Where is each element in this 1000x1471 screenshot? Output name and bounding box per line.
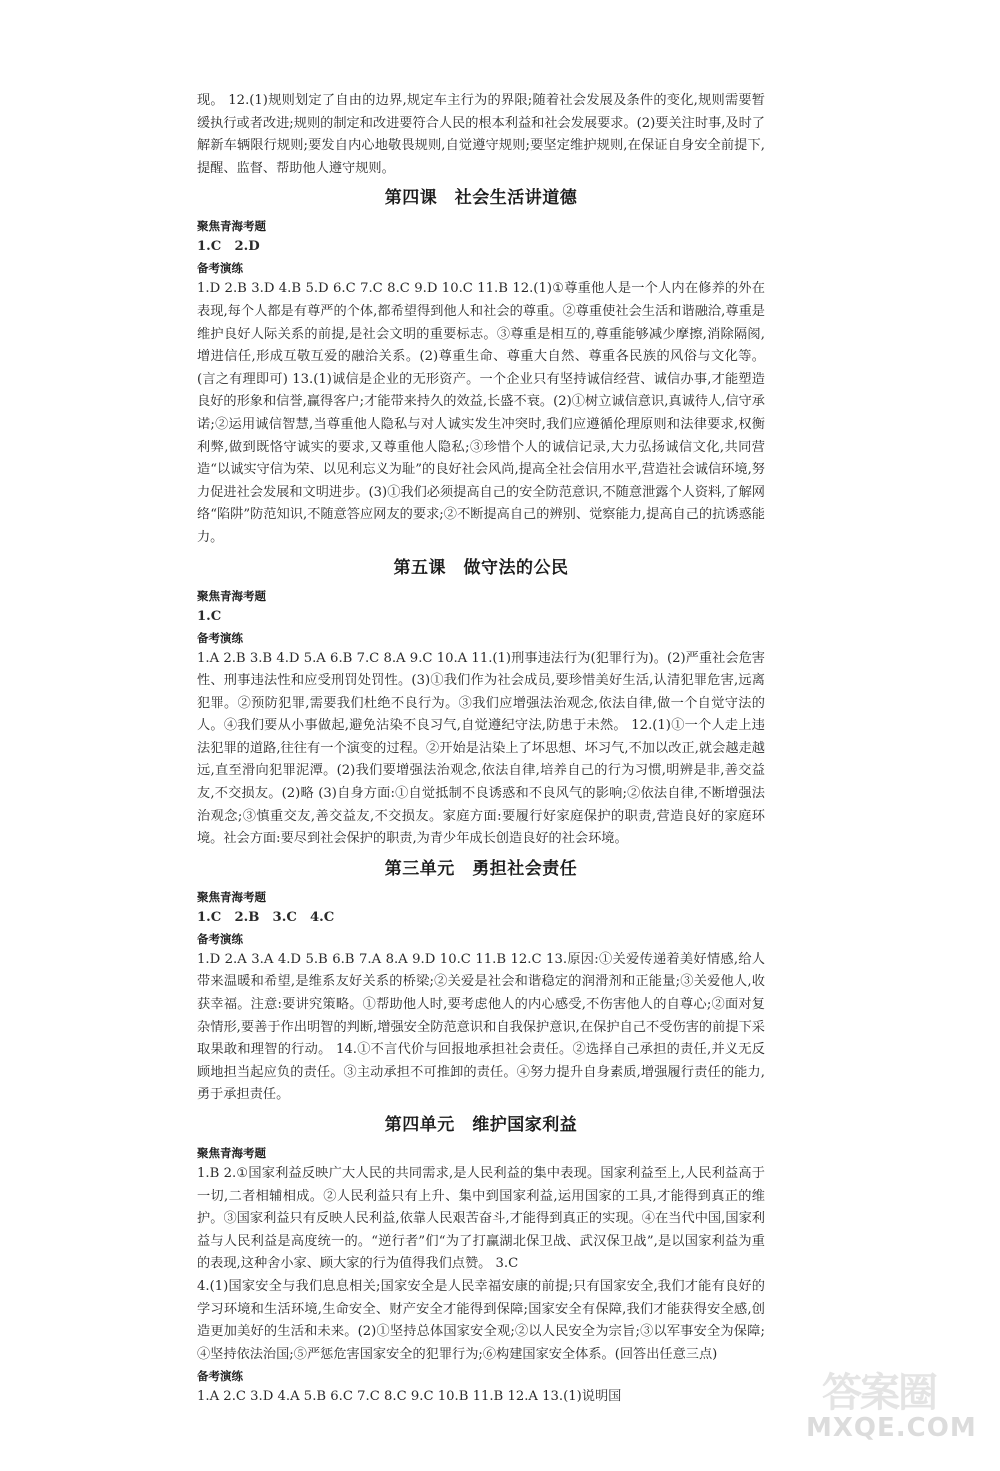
answer-paragraph: 1.D 2.B 3.D 4.B 5.D 6.C 7.C 8.C 9.D 10.C 11.B 12.(1)①尊重他人是一个人内在修养的外在表现,每个人都是有尊严的个体,都希望得到他人和社会的尊重。②尊重使社会生活和谐融洽,尊重是维护良好人际关系的前提,是社会文明的重要标志。③尊重是相互的,尊重能够减少摩擦,消除隔阂,增进信任,形成互敬互爱的融洽关系。(2)尊重生命、尊重大自然、尊重各民族的风俗与文化等。(言之有理即可) 13.(1)诚信是企业的无形资产。一个企业只有坚持诚信经营、诚信办事,才能塑造良好的形象和信誉,赢得客户;才能带来持久的效益,长盛不衰。(2)①树立诚信意识,真诚待人,信守承诺;②运用诚信智慧,当尊重他人隐私与对人诚实发生冲突时,我们应遵循伦理原则和法律要求,权衡利弊,做到既恪守诚实的要求,又尊重他人隐私;③珍惜个人的诚信记录,大力弘扬诚信文化,共同营造“以诚实守信为荣、以见利忘义为耻”的良好社会风尚,提高全社会信用水平,营造社会诚信环境,努力促进社会发展和文明进步。(3)①我们必须提高自己的安全防范意识,不随意泄露个人资料,了解网络“陷阱”防范知识,不随意答应网友的要求;②不断提高自己的辨别、觉察能力,提高自己的抗诱惑能力。 <box>197 281 765 545</box>
answer-paragraph: 1.D 2.A 3.A 4.D 5.B 6.B 7.A 8.A 9.D 10.C 11.B 12.C 13.原因:①关爱传递着美好情感,给人带来温暖和希望,是维系友好关系的桥梁;②关爱是社会和谐稳定的润滑剂和正能量;③关爱他人,收获幸福。注意:要讲究策略。①帮助他人时,要考虑他人的内心感受,不伤害他人的自尊心;②面对复杂情形,要善于作出明智的判断,增强安全防范意识和自我保护意识,在保护自己不受伤害的前提下采取果敢和理智的行动。 14.①不言代价与回报地承担社会责任。②选择自己承担的责任,并义无反顾地担当起应负的责任。③主动承担不可推卸的责任。④努力提升自身素质,增强履行责任的能力,勇于承担责任。 <box>197 951 765 1103</box>
answer-line: 1.C <box>197 608 222 624</box>
subsection-heading: 聚焦青海考题 <box>197 1146 266 1160</box>
answer-paragraph: 4.(1)国家安全与我们息息相关;国家安全是人民幸福安康的前提;只有国家安全,我们才能有良好的学习环境和生活环境,生命安全、财产安全才能得到保障;国家安全有保障,我们才能获得安全感,创造更加美好的生活和未来。(2)①坚持总体国家安全观;②以人民安全为宗旨;③以军事安全为保障;④坚持依法治国;⑤严惩危害国家安全的犯罪行为;⑥构建国家安全体系。(回答出任意三点) <box>197 1278 765 1362</box>
subsection-heading: 聚焦青海考题 <box>197 889 266 904</box>
subsection-heading: 备考演练 <box>197 931 243 946</box>
subsection-heading: 备考演练 <box>197 261 243 276</box>
subsection-heading: 备考演练 <box>197 1369 243 1384</box>
answer-paragraph: 现。 12.(1)规则划定了自由的边界,规定车主行为的界限;随着社会发展及条件的变化,规则需要暂缓执行或者改进;规则的制定和改进要符合人民的根本利益和社会发展要求。(2)要关注时事,及时了解新车辆限行规则;要发自内心地敬畏规则,自觉遵守规则;要坚定维护规则,在保证自身安全前提下,提醒、监督、帮助他人遵守规则。 <box>197 93 765 176</box>
site-watermark <box>802 1361 982 1457</box>
watermark-logo-text: 答案圈 <box>822 1370 936 1416</box>
subsection-heading: 聚焦青海考题 <box>197 588 266 603</box>
answer-page <box>197 90 765 1409</box>
section-heading: 第五课 做守法的公民 <box>393 557 569 578</box>
answer-paragraph: 1.A 2.C 3.D 4.A 5.B 6.C 7.C 8.C 9.C 10.B 11.B 12.A 13.(1)说明国 <box>197 1389 622 1405</box>
subsection-heading: 聚焦青海考题 <box>197 219 266 234</box>
section-heading: 第三单元 勇担社会责任 <box>384 858 578 879</box>
watermark-url: MXQE.COM <box>806 1413 977 1443</box>
section-heading: 第四单元 维护国家利益 <box>384 1115 578 1135</box>
answer-paragraph: 1.A 2.B 3.B 4.D 5.A 6.B 7.C 8.A 9.C 10.A 11.(1)刑事违法行为(犯罪行为)。(2)严重社会危害性、刑事违法性和应受刑罚处罚性。(3)①我们作为社会成员,要珍惜美好生活,认清犯罪危害,远离犯罪。②预防犯罪,需要我们杜绝不良行为。③我们应增强法治观念,依法自律,做一个自觉守法的人。④我们要从小事做起,避免沾染不良习气,自觉遵纪守法,防患于未然。 12.(1)①一个人走上违法犯罪的道路,往往有一个演变的过程。②开始是沾染上了坏思想、坏习气,不加以改正,就会越走越远,直至滑向犯罪泥潭。(2)我们要增强法治观念,依法自律,培养自己的行为习惯,明辨是非,善交益友,不交损友。(2)略 (3)自身方面:①自觉抵制不良诱惑和不良风气的影响;②依法自律,不断增强法治观念;③慎重交友,善交益友,不交损友。家庭方面:要履行好家庭保护的职责,营造良好的家庭环境。社会方面:要尽到社会保护的职责,为青少年成长创造良好的社会环境。 <box>197 650 765 847</box>
section-heading: 第四课 社会生活讲道德 <box>384 188 578 209</box>
answer-paragraph: 1.B 2.①国家利益反映广大人民的共同需求,是人民利益的集中表现。国家利益至上,人民利益高于一切,二者相辅相成。②人民利益只有上升、集中到国家利益,运用国家的工具,才能得到真正的维护。③国家利益只有反映人民利益,依靠人民艰苦奋斗,才能得到真正的实现。④在当代中国,国家利益与人民利益是高度统一的。“逆行者”们“为了打赢湖北保卫战、武汉保卫战”,是以国家利益为重的表现,这种舍小家、顾大家的行为值得我们点赞。 3.C <box>197 1166 765 1272</box>
subsection-heading: 备考演练 <box>197 630 243 645</box>
answer-line: 1.C 2.D <box>197 239 260 255</box>
answer-line: 1.C 2.B 3.C 4.C <box>197 909 335 925</box>
